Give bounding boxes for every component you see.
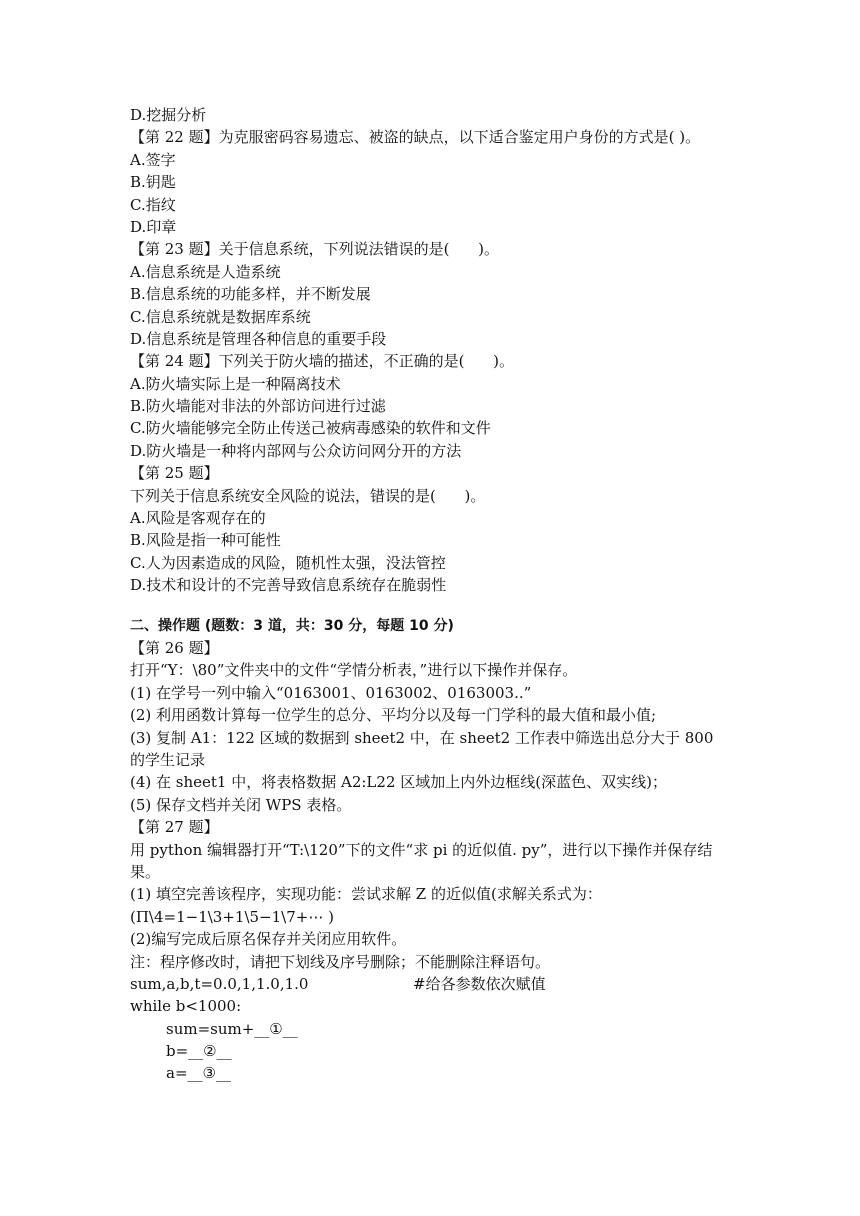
- q26-line-1: 打开“Y：\80”文件夹中的文件“学情分析表，”进行以下操作并保存。: [130, 661, 578, 680]
- q23-option-c: C.信息系统就是数据库系统: [130, 307, 311, 326]
- section-2-heading: 二、操作题 (题数：3 道，共：30 分，每题 10 分): [130, 617, 454, 634]
- q22-stem: 【第 22 题】为克服密码容易遗忘、被盗的缺点，以下适合鉴定用户身份的方式是( )。: [130, 128, 701, 147]
- q26-step-2: (2) 利用函数计算每一位学生的总分、平均分以及每一门学科的最大值和最小值;: [130, 706, 657, 725]
- document-page: [130, 104, 730, 1085]
- q27-note: 注：程序修改时，请把下划线及序号删除；不能删除注释语句。: [130, 952, 551, 971]
- q25-title: 【第 25 题】: [130, 464, 219, 483]
- q22-option-a: A.签字: [130, 150, 176, 169]
- q26-title: 【第 26 题】: [130, 639, 219, 657]
- q26-step-4: (4) 在 sheet1 中，将表格数据 A2:L22 区域加上内外边框线(深蓝色、双实线)；: [130, 773, 667, 792]
- q21-option-d: D.挖掘分析: [130, 106, 207, 124]
- code-line-1: [130, 973, 730, 995]
- q27-line-1: 用 python 编辑器打开“T:\120”下的文件“求 pi 的近似值. py”，进行以下操作并保存结果。: [130, 840, 713, 881]
- q25-stem: 下列关于信息系统安全风险的说法，错误的是( )。: [130, 486, 486, 505]
- q27-step-1: (1) 填空完善该程序，实现功能：尝试求解 Z 的近似值(求解关系式为：: [130, 885, 602, 904]
- q24-option-c: C.防火墙能够完全防止传送己被病毒感染的软件和文件: [130, 419, 491, 438]
- q26-step-1: (1) 在学号一列中输入“0163001、0163002、0163003..”: [130, 683, 532, 702]
- q23-option-b: B.信息系统的功能多样，并不断发展: [130, 285, 371, 304]
- q22-option-d: D.印章: [130, 217, 177, 236]
- q24-option-a: A.防火墙实际上是一种隔离技术: [130, 374, 341, 393]
- q25-option-c: C.人为因素造成的风险，随机性太强，没法管控: [130, 553, 446, 572]
- q24-option-b: B.防火墙能对非法的外部访问进行过滤: [130, 397, 386, 416]
- q22-option-c: C.指纹: [130, 195, 176, 214]
- code-line-4: b=__②__: [166, 1042, 232, 1061]
- q25-option-b: B.风险是指一种可能性: [130, 531, 281, 550]
- q27-title: 【第 27 题】: [130, 818, 219, 837]
- q23-option-a: A.信息系统是人造系统: [130, 262, 281, 281]
- q27-step-2: (2)编写完成后原名保存并关闭应用软件。: [130, 930, 407, 949]
- q26-step-5: (5) 保存文档并关闭 WPS 表格。: [130, 795, 352, 814]
- code-line-5: a=__③__: [166, 1064, 231, 1083]
- q22-option-b: B.钥匙: [130, 173, 176, 192]
- q25-option-d: D.技术和设计的不完善导致信息系统存在脆弱性: [130, 576, 447, 595]
- q25-option-a: A.风险是客观存在的: [130, 509, 266, 528]
- code-assignment: sum,a,b,t=0.0,1,1.0,1.0: [130, 974, 309, 993]
- q26-step-3: (3) 复制 A1：122 区域的数据到 sheet2 中，在 sheet2 工作表中筛选出总分大于 800 的学生记录: [130, 728, 714, 769]
- q24-stem: 【第 24 题】下列关于防火墙的描述，不正确的是( )。: [130, 352, 514, 371]
- code-line-3: sum=sum+__①__: [166, 1019, 298, 1038]
- q24-option-d: D.防火墙是一种将内部网与公众访问网分开的方法: [130, 441, 462, 460]
- q27-formula: (Π\4=1−1\3+1\5−1\7+⋯ ): [130, 907, 334, 926]
- section-gap: [130, 597, 730, 615]
- q23-stem: 【第 23 题】关于信息系统，下列说法错误的是( )。: [130, 240, 499, 259]
- code-line-2: while b<1000:: [130, 997, 242, 1016]
- code-comment: #给各参数依次赋值: [413, 974, 546, 993]
- q23-option-d: D.信息系统是管理各种信息的重要手段: [130, 329, 387, 348]
